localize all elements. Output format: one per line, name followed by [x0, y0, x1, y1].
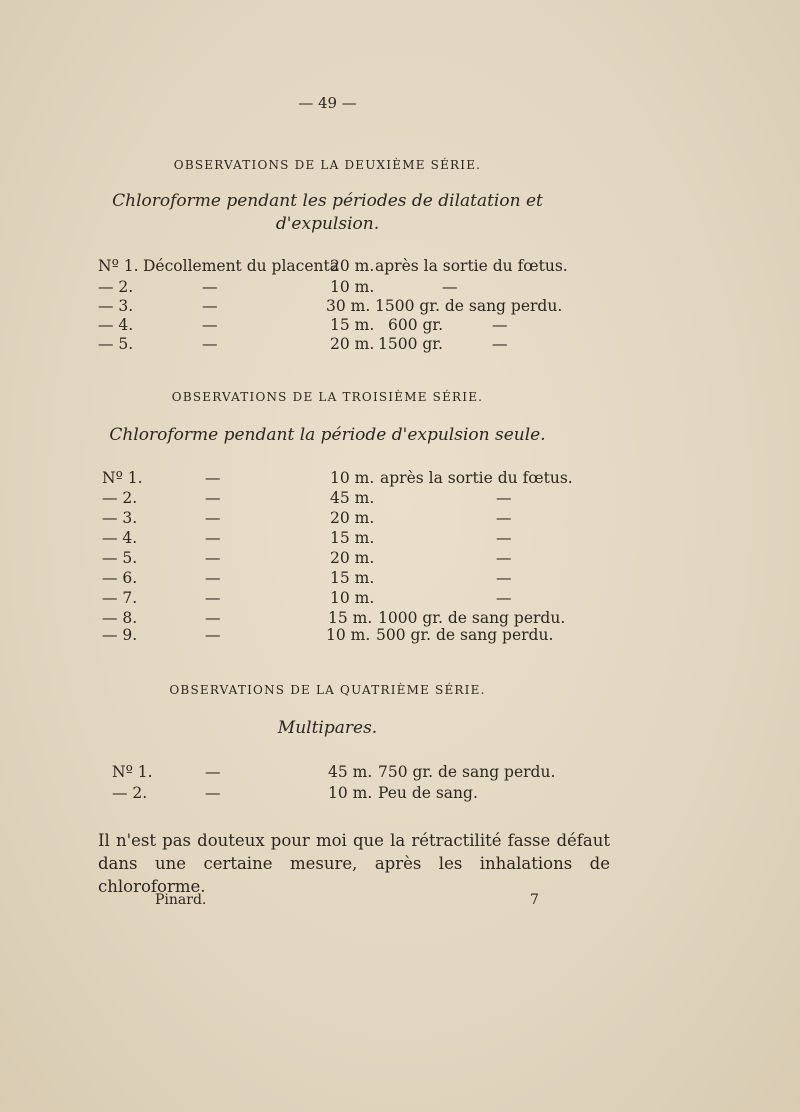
- obs-event: —: [205, 529, 221, 547]
- obs-duration: 30 m.: [326, 297, 371, 315]
- section-subtitle-quatrieme: Multipares.: [277, 718, 378, 738]
- obs-number: — 4.: [102, 529, 138, 547]
- table-row: [0, 335, 655, 355]
- page-number: — 49 —: [298, 94, 357, 112]
- section-heading-quatrieme: OBSERVATIONS DE LA QUATRIÈME SÉRIE.: [169, 683, 486, 697]
- obs-duration: 10 m.: [326, 626, 371, 644]
- obs-number: — 6.: [102, 569, 138, 587]
- obs-note: après la sortie du fœtus.: [380, 469, 573, 487]
- obs-duration: 45 m.: [328, 763, 373, 781]
- obs-number: — 3.: [98, 297, 134, 315]
- obs-event: —: [202, 316, 218, 334]
- obs-duration: 10 m.: [328, 784, 373, 802]
- table-row: [0, 569, 655, 589]
- obs-number: Nº 1.: [102, 469, 143, 487]
- obs-note: —: [492, 335, 508, 353]
- obs-event: —: [205, 549, 221, 567]
- obs-duration: 15 m.: [328, 609, 373, 627]
- footer-author: Pinard.: [155, 892, 207, 908]
- obs-duration: 20 m.: [330, 549, 375, 567]
- table-row: [0, 257, 655, 277]
- section-subtitle-troisieme: Chloroforme pendant la période d'expulsion seule.: [109, 425, 546, 445]
- obs-event: —: [205, 489, 221, 507]
- obs-amount: 1500 gr.: [378, 335, 443, 353]
- obs-event: —: [205, 469, 221, 487]
- obs-note: 1500 gr. de sang perdu.: [375, 297, 563, 315]
- obs-number: — 3.: [102, 509, 138, 527]
- table-row: [0, 784, 655, 804]
- table-row: [0, 589, 655, 609]
- table-row: [0, 489, 655, 509]
- obs-duration: 45 m.: [330, 489, 375, 507]
- obs-duration: 15 m.: [330, 316, 375, 334]
- section-subtitle-deuxieme-line1: Chloroforme pendant les périodes de dilatation et: [112, 191, 543, 211]
- obs-note: —: [496, 509, 512, 527]
- obs-number: — 2.: [112, 784, 148, 802]
- obs-event: —: [205, 626, 221, 644]
- obs-note: —: [442, 278, 458, 296]
- obs-event: —: [202, 278, 218, 296]
- obs-duration: 20 m.: [330, 335, 375, 353]
- obs-event: —: [205, 509, 221, 527]
- obs-duration: 10 m.: [330, 278, 375, 296]
- obs-event: —: [202, 297, 218, 315]
- obs-event: Décollement du placenta: [143, 257, 339, 275]
- table-row: [0, 529, 655, 549]
- obs-event: —: [202, 335, 218, 353]
- obs-note: Peu de sang.: [378, 784, 478, 802]
- obs-note: 1000 gr. de sang perdu.: [378, 609, 566, 627]
- obs-note: —: [492, 316, 508, 334]
- obs-note: —: [496, 549, 512, 567]
- obs-duration: 10 m.: [330, 589, 375, 607]
- obs-number: Nº 1.: [112, 763, 153, 781]
- obs-number: — 9.: [102, 626, 138, 644]
- obs-note: —: [496, 589, 512, 607]
- obs-note: 750 gr. de sang perdu.: [378, 763, 556, 781]
- section-heading-deuxieme: OBSERVATIONS DE LA DEUXIÈME SÉRIE.: [173, 158, 482, 172]
- section-heading-troisieme: OBSERVATIONS DE LA TROISIÈME SÉRIE.: [171, 390, 484, 404]
- obs-event: —: [205, 589, 221, 607]
- obs-number: — 5.: [102, 549, 138, 567]
- obs-number: Nº 1.: [98, 257, 139, 275]
- obs-event: —: [205, 784, 221, 802]
- obs-duration: 20 m.: [330, 509, 375, 527]
- table-row: [0, 626, 655, 646]
- obs-number: — 2.: [98, 278, 134, 296]
- obs-duration: 10 m.: [330, 469, 375, 487]
- obs-amount: 600 gr.: [388, 316, 444, 334]
- table-row: [0, 549, 655, 569]
- obs-number: — 7.: [102, 589, 138, 607]
- table-row: [0, 763, 655, 783]
- obs-note: après la sortie du fœtus.: [375, 257, 568, 275]
- obs-note: —: [496, 569, 512, 587]
- obs-note: —: [496, 489, 512, 507]
- obs-number: — 2.: [102, 489, 138, 507]
- obs-event: —: [205, 569, 221, 587]
- obs-event: —: [205, 609, 221, 627]
- obs-duration: 20 m.: [330, 257, 375, 275]
- obs-duration: 15 m.: [330, 529, 375, 547]
- body-paragraph: Il n'est pas douteux pour moi que la rétractilité fasse défaut dans une certaine mesure, après les inhalations de chloroforme.: [98, 831, 610, 896]
- obs-number: — 5.: [98, 335, 134, 353]
- table-row: [0, 469, 655, 489]
- obs-note: 500 gr. de sang perdu.: [376, 626, 554, 644]
- table-row: [0, 278, 655, 298]
- section-subtitle-deuxieme-line2: d'expulsion.: [275, 214, 380, 234]
- footer-signature-number: 7: [530, 892, 539, 908]
- obs-note: —: [496, 529, 512, 547]
- table-row: [0, 297, 655, 317]
- obs-event: —: [205, 763, 221, 781]
- table-row: [0, 509, 655, 529]
- obs-number: — 8.: [102, 609, 138, 627]
- table-row: [0, 316, 655, 336]
- obs-number: — 4.: [98, 316, 134, 334]
- obs-duration: 15 m.: [330, 569, 375, 587]
